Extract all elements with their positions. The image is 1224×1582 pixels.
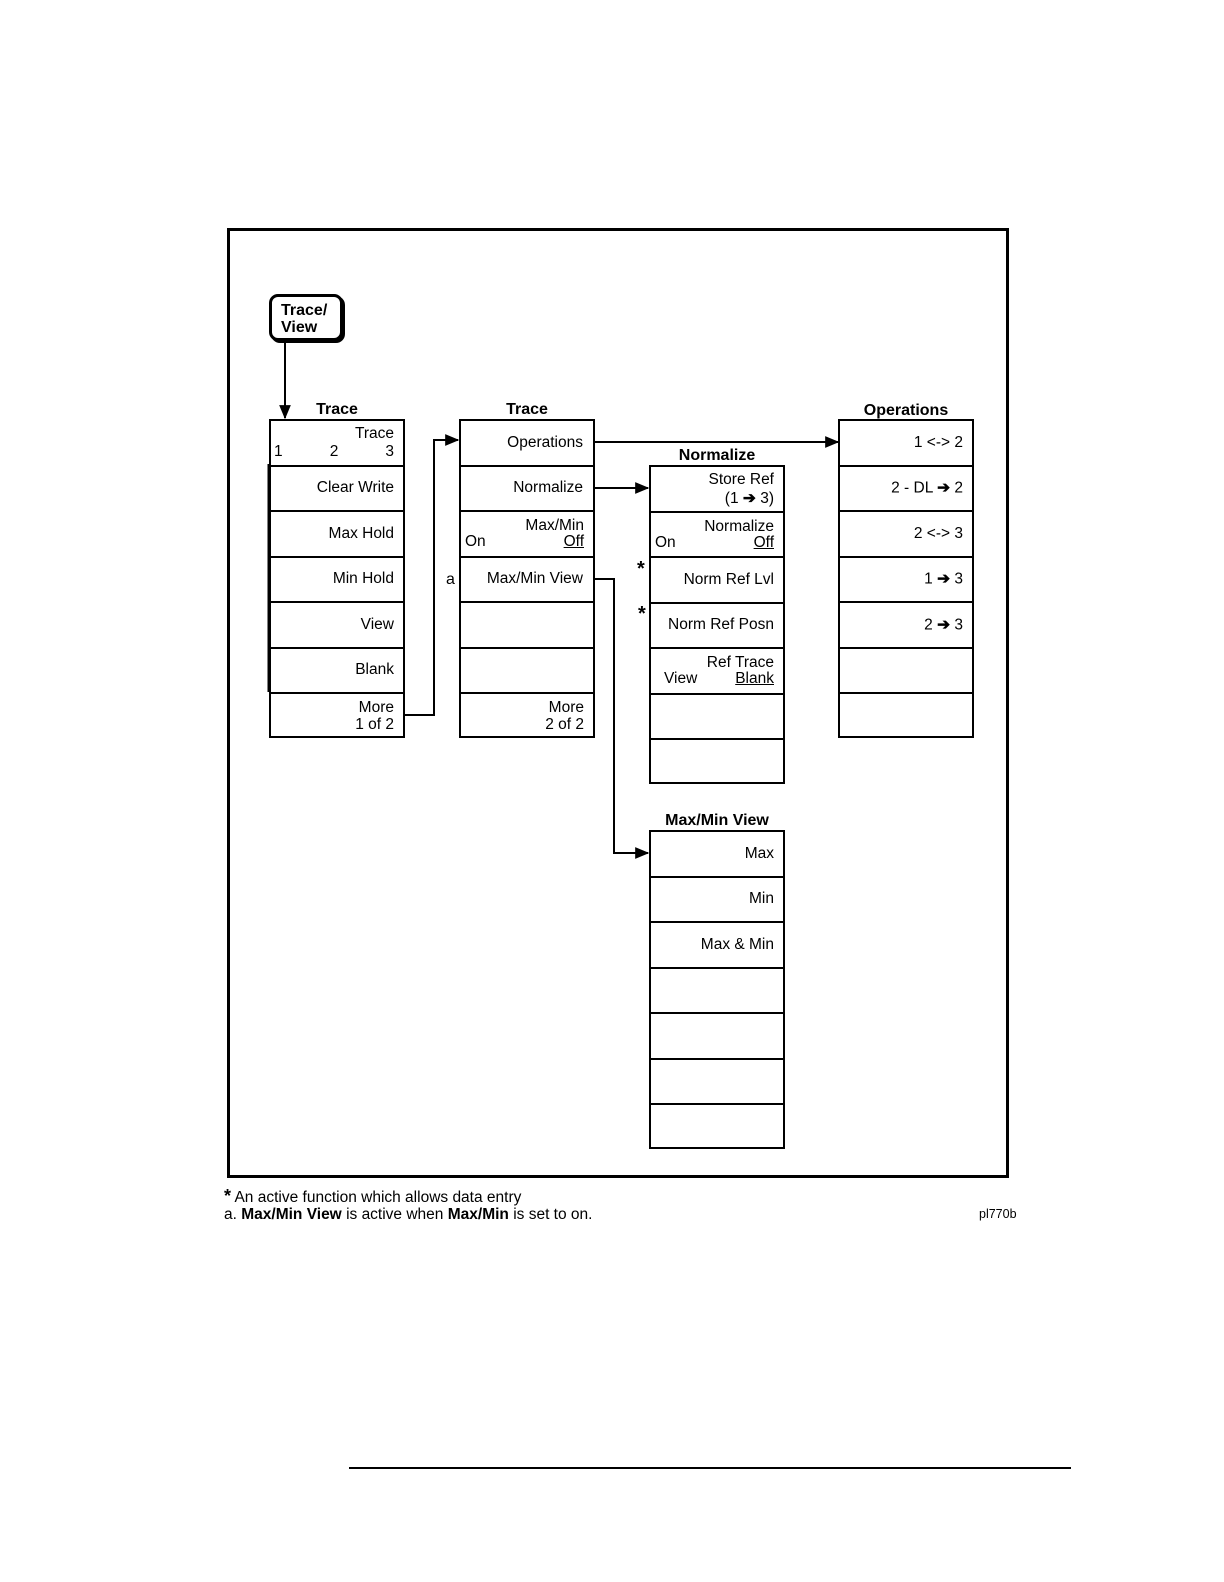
copy-1-3-to: 3: [954, 570, 963, 588]
max-and-min-label: Max & Min: [700, 935, 774, 953]
maxmin-view-key[interactable]: [461, 558, 593, 604]
store-ref-from: (1: [724, 490, 739, 507]
trace-select-label: Trace: [354, 425, 394, 442]
normalize-label: Normalize: [513, 479, 583, 497]
maxmin-off: Off: [563, 533, 584, 550]
normalize-off: Off: [753, 533, 774, 551]
footnote-a-bold2: Max/Min: [447, 1206, 509, 1223]
swap-1-2-key[interactable]: [840, 421, 972, 467]
ref-trace-view: View: [664, 670, 698, 687]
swap-2-3-key[interactable]: [840, 512, 972, 558]
footnote-a: [224, 1206, 592, 1224]
norm-ref-posn-key[interactable]: [651, 604, 783, 650]
operations-empty-key-1: [840, 649, 972, 695]
store-ref-label: Store Ref: [708, 471, 774, 488]
operations-empty-key-2: [840, 694, 972, 740]
normalize-key[interactable]: [461, 467, 593, 513]
swap-1-2-label: 1 <-> 2: [913, 433, 963, 451]
footnote-a-mark: a.: [224, 1206, 237, 1223]
min-label: Min: [749, 890, 774, 908]
normalize-onoff: [655, 534, 774, 552]
footnote-star-text: An active function which allows data entry: [234, 1189, 522, 1206]
right-arrow-icon: ➔: [937, 479, 951, 497]
max-hold-label: Max Hold: [328, 524, 394, 542]
dl-from: 2 - DL: [891, 479, 933, 497]
max-hold-key[interactable]: [271, 512, 403, 558]
trace-option-3: 3: [385, 443, 394, 460]
maxmin-view-label: Max/Min View: [486, 570, 583, 588]
maxmin-empty-key-4: [651, 1105, 783, 1151]
ref-trace-key[interactable]: [651, 649, 783, 695]
copy-2-3-key[interactable]: [840, 603, 972, 649]
footnote-a-bold1: Max/Min View: [241, 1206, 342, 1223]
copy-2-3-to: 3: [954, 616, 963, 634]
maxmin-on: On: [465, 533, 486, 550]
trace1-title: Trace: [316, 401, 358, 418]
more-1-of-2-key[interactable]: [271, 694, 403, 740]
maxmin-empty-key-2: [651, 1014, 783, 1060]
min-hold-label: Min Hold: [332, 570, 394, 588]
min-key[interactable]: [651, 878, 783, 924]
blank-label: Blank: [355, 661, 394, 679]
view-key[interactable]: [271, 603, 403, 649]
operations-title: Operations: [863, 402, 949, 419]
more-2-of-2-key[interactable]: [461, 694, 593, 740]
copy-1-3-from: 1: [924, 570, 933, 588]
trace2-empty-key-1: [461, 603, 593, 649]
page-footer-rule: [349, 1467, 1071, 1469]
trace-select-key[interactable]: [271, 421, 403, 467]
active-function-mark: *: [637, 558, 645, 580]
figure-id: pl770b: [979, 1207, 1017, 1221]
view-label: View: [360, 615, 394, 633]
store-ref-to: 3): [760, 490, 774, 507]
store-ref-key[interactable]: [651, 467, 783, 513]
trace2-minus-dl-label: [891, 479, 963, 498]
trace2-title: Trace: [506, 401, 548, 418]
copy-2-3-from: 2: [924, 616, 933, 634]
normalize-title: Normalize: [678, 447, 756, 464]
hardkey-line2: View: [281, 319, 318, 336]
trace-select-options: [274, 443, 394, 461]
norm-ref-posn-label: Norm Ref Posn: [668, 616, 774, 634]
hardkey-line1: Trace/: [281, 302, 328, 319]
footnote-a-mid: is active when: [346, 1206, 444, 1223]
more-page-label: 1 of 2: [355, 716, 394, 733]
max-label: Max: [744, 844, 774, 862]
norm-ref-lvl-label: Norm Ref Lvl: [683, 570, 774, 588]
operations-label: Operations: [507, 433, 583, 451]
trace-option-1: 1: [274, 443, 283, 460]
max-and-min-key[interactable]: [651, 923, 783, 969]
right-arrow-icon: ➔: [742, 490, 756, 507]
ref-trace-blank: Blank: [735, 670, 774, 687]
operations-menu: [838, 419, 974, 738]
copy-2-3-label: [924, 615, 963, 634]
operations-key[interactable]: [461, 421, 593, 467]
footnote-star: [224, 1186, 521, 1207]
footnote-star-mark: *: [224, 1186, 232, 1206]
ref-trace-label: Ref Trace: [706, 654, 774, 671]
more-label: More: [358, 699, 394, 716]
clear-write-label: Clear Write: [316, 479, 394, 497]
maxmin-toggle-key[interactable]: [461, 512, 593, 558]
normalize-empty-key-1: [651, 695, 783, 741]
footnote-a-end: is set to on.: [513, 1206, 593, 1223]
maxmin-onoff: [465, 533, 584, 551]
normalize-empty-key-2: [651, 740, 783, 786]
copy-1-3-label: [924, 570, 963, 589]
maxmin-view-title: Max/Min View: [665, 812, 769, 829]
right-arrow-icon: ➔: [937, 616, 951, 634]
maxmin-view-menu: [649, 830, 785, 1149]
blank-key[interactable]: [271, 649, 403, 695]
trace2-empty-key-2: [461, 649, 593, 695]
normalize-toggle-label: Normalize: [704, 517, 774, 535]
note-a-mark: a: [446, 571, 455, 588]
right-arrow-icon: ➔: [937, 570, 951, 588]
normalize-toggle-key[interactable]: [651, 513, 783, 559]
min-hold-key[interactable]: [271, 558, 403, 604]
store-ref-detail: [725, 489, 774, 508]
norm-ref-lvl-key[interactable]: [651, 558, 783, 604]
trace-option-2: 2: [329, 443, 339, 460]
max-key[interactable]: [651, 832, 783, 878]
normalize-on: On: [655, 533, 676, 551]
dl-to: 2: [954, 479, 963, 497]
maxmin-empty-key-1: [651, 969, 783, 1015]
trace-view-hardkey[interactable]: [269, 294, 343, 341]
normalize-menu: [649, 465, 785, 784]
clear-write-key[interactable]: [271, 467, 403, 513]
maxmin-label: Max/Min: [525, 517, 584, 534]
active-function-mark: *: [638, 603, 646, 625]
swap-2-3-label: 2 <-> 3: [913, 524, 963, 542]
more-page-label: 2 of 2: [545, 716, 584, 733]
ref-trace-options: [664, 670, 774, 688]
copy-1-3-key[interactable]: [840, 558, 972, 604]
more-label: More: [548, 699, 584, 716]
trace2-menu: [459, 419, 595, 738]
trace1-menu: [269, 419, 405, 738]
maxmin-empty-key-3: [651, 1060, 783, 1106]
trace2-minus-dl-key[interactable]: [840, 467, 972, 513]
